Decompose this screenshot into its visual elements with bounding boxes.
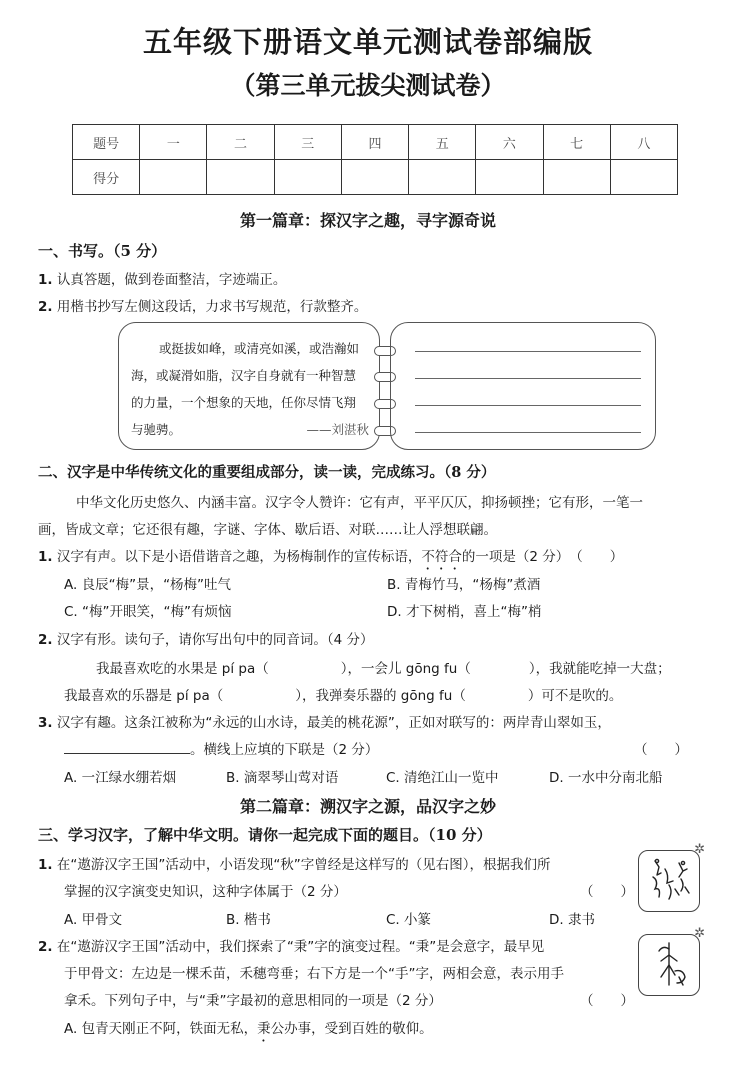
writing-line[interactable] bbox=[415, 378, 641, 379]
score-input-cell[interactable] bbox=[140, 160, 207, 195]
score-table-score-row bbox=[73, 160, 678, 195]
score-input-cell[interactable] bbox=[610, 160, 677, 195]
sentence-part: ），我就能吃掉一大盘； bbox=[528, 661, 671, 677]
s3-question-1 bbox=[38, 853, 551, 873]
sentence-part: ），一会儿 gōng fu（ bbox=[340, 661, 471, 677]
score-input-cell[interactable] bbox=[207, 160, 274, 195]
question-number: 3. bbox=[38, 715, 53, 731]
section-3-title: 三、学习汉字，了解中华文明。请你一起完成下面的题目。（10 分） bbox=[38, 826, 492, 844]
s3-q2-line-2: 于甲骨文：左边是一棵禾苗，禾穗弯垂；右下方是一个“手”字，两相会意，表示用手 bbox=[64, 966, 564, 982]
answer-blank[interactable] bbox=[64, 739, 190, 754]
copy-writing-area[interactable] bbox=[390, 322, 656, 450]
option-d[interactable]: D. 才下树梢，喜上“梅”梢 bbox=[387, 604, 542, 620]
passage-line: 或挺拔如峰，或清亮如溪，或浩瀚如 bbox=[159, 341, 360, 356]
question-text: 用楷书抄写左侧这段话，力求书写规范，行款整齐。 bbox=[56, 299, 368, 315]
section-2-title: 二、汉字是中华传统文化的重要组成部分，读一读，完成练习。（8 分） bbox=[38, 464, 496, 481]
page-subtitle: （第三单元拔尖测试卷） bbox=[230, 71, 506, 100]
s2-intro-line: 画，皆成文章；它还很有趣，字谜、字体、歇后语、对联……让人浮想联翩。 bbox=[38, 522, 497, 538]
s2-q2-sentence-1 bbox=[96, 657, 671, 677]
s2-question-1 bbox=[38, 545, 623, 573]
score-cell: 四 bbox=[341, 125, 408, 160]
writing-line[interactable] bbox=[415, 351, 641, 352]
s2-intro-line: 中华文化历史悠久、内涵丰富。汉字令人赞许：它有声，平平仄仄，抑扬顿挫；它有形，一笔一 bbox=[76, 495, 643, 511]
option-d[interactable]: D. 隶书 bbox=[549, 912, 595, 928]
s1-question-1 bbox=[38, 268, 286, 288]
question-number: 1. bbox=[38, 549, 53, 565]
question-text: 汉字有形。读句子，请你写出句中的同音词。（4 分） bbox=[56, 632, 374, 648]
score-input-cell[interactable] bbox=[409, 160, 476, 195]
passage-author: ——刘湛秋 bbox=[306, 422, 369, 437]
question-text: 的一项是（2 分） （ ） bbox=[461, 549, 624, 565]
score-cell: 七 bbox=[543, 125, 610, 160]
question-number: 1. bbox=[38, 272, 53, 288]
star-icon: ✲ bbox=[694, 842, 705, 857]
passage-line: 的力量，一个想象的天地，任你尽情飞翔 bbox=[131, 395, 357, 410]
option-c[interactable]: C. “梅”开眼笑，“梅”有烦恼 bbox=[64, 604, 232, 620]
option-a[interactable]: A. 甲骨文 bbox=[64, 912, 123, 928]
s3-question-2 bbox=[38, 935, 544, 955]
option-b[interactable]: B. 楷书 bbox=[226, 912, 271, 928]
option-b[interactable]: B. 滴翠琴山莺对语 bbox=[226, 770, 339, 786]
option-c[interactable]: C. 清绝江山一览中 bbox=[386, 770, 499, 786]
passage-box bbox=[118, 322, 380, 450]
star-icon: ✲ bbox=[694, 926, 705, 941]
option-a[interactable]: A. 良辰“梅”景，“杨梅”吐气 bbox=[64, 577, 232, 593]
chapter-1-title: 第一篇章：探汉字之趣，寻字源奇说 bbox=[239, 211, 496, 230]
option-text: A. 包青天刚正不阿，铁面无私， bbox=[64, 1021, 258, 1037]
score-input-cell[interactable] bbox=[476, 160, 543, 195]
question-number: 2. bbox=[38, 939, 53, 955]
page-title: 五年级下册语文单元测试卷部编版 bbox=[142, 25, 593, 59]
s3-q1-line-2: 掌握的汉字演变史知识，这种字体属于（2 分） bbox=[64, 884, 347, 900]
passage-line: 海，或凝滑如脂，汉字自身就有一种智慧 bbox=[131, 368, 357, 383]
score-cell: 二 bbox=[207, 125, 274, 160]
option-c[interactable]: C. 小篆 bbox=[386, 912, 432, 928]
sentence-part: 我最喜欢的乐器是 pí pa（ bbox=[64, 688, 224, 704]
question-text: 认真答题，做到卷面整洁，字迹端正。 bbox=[56, 272, 287, 288]
score-cell: 题号 bbox=[73, 125, 140, 160]
s1-question-2 bbox=[38, 295, 367, 315]
score-input-cell[interactable] bbox=[543, 160, 610, 195]
question-text: 汉字有声。以下是小语借谐音之趣，为杨梅制作的宣传标语， bbox=[56, 549, 422, 565]
copy-notebook bbox=[118, 322, 656, 450]
s2-question-2 bbox=[38, 628, 373, 648]
question-number: 2. bbox=[38, 299, 53, 315]
emphasized-text: 不符合 bbox=[421, 549, 462, 565]
s2-question-3 bbox=[38, 711, 611, 731]
s2-q2-sentence-2 bbox=[64, 684, 622, 704]
question-number: 1. bbox=[38, 857, 53, 873]
s3-q2-line-3: 拿禾。下列句子中，与“秉”字最初的意思相同的一项是（2 分） bbox=[64, 993, 442, 1009]
question-text: 在“遨游汉字王国”活动中，我们探索了“秉”字的演变过程。“秉”是会意字，最早见 bbox=[56, 939, 545, 955]
score-cell: 八 bbox=[610, 125, 677, 160]
question-text: 在“遨游汉字王国”活动中，小语发现“秋”字曾经是这样写的（见右图），根据我们所 bbox=[56, 857, 551, 873]
score-cell: 得分 bbox=[73, 160, 140, 195]
score-table bbox=[72, 124, 678, 195]
ancient-qiu-character-icon bbox=[638, 842, 705, 912]
option-a[interactable]: A. 一江绿水绷若烟 bbox=[64, 770, 177, 786]
score-cell: 一 bbox=[140, 125, 207, 160]
score-table-header-row bbox=[73, 125, 678, 160]
question-text: 汉字有趣。这条江被称为“永远的山水诗，最美的桃花源”，正如对联写的：两岸青山翠如玉， bbox=[56, 715, 611, 731]
writing-line[interactable] bbox=[415, 432, 641, 433]
emphasized-text: 秉 bbox=[257, 1021, 271, 1037]
writing-line[interactable] bbox=[415, 405, 641, 406]
option-b[interactable]: B. 青梅竹马，“杨梅”煮酒 bbox=[387, 577, 541, 593]
question-text: 。横线上应填的下联是（2 分） bbox=[190, 742, 379, 758]
ancient-bing-character-icon bbox=[638, 926, 705, 996]
score-input-cell[interactable] bbox=[274, 160, 341, 195]
section-1-title: 一、书写。（5 分） bbox=[38, 242, 167, 260]
passage-line: 与驰骋。 bbox=[131, 422, 182, 437]
sentence-part: 我最喜欢吃的水果是 pí pa（ bbox=[96, 661, 269, 677]
bing-glyph-icon bbox=[639, 935, 699, 995]
score-input-cell[interactable] bbox=[341, 160, 408, 195]
sentence-part: ），我弹奏乐器的 gōng fu（ bbox=[295, 688, 466, 704]
answer-paren[interactable]: （ ） bbox=[580, 993, 634, 1009]
answer-paren[interactable]: （ ） bbox=[634, 742, 688, 758]
question-number: 2. bbox=[38, 632, 53, 648]
option-a[interactable] bbox=[64, 1017, 433, 1045]
score-cell: 五 bbox=[409, 125, 476, 160]
qiu-glyph-icon bbox=[639, 851, 699, 911]
sentence-part: ）可不是吹的。 bbox=[527, 688, 623, 704]
score-cell: 三 bbox=[274, 125, 341, 160]
chapter-2-title: 第二篇章：溯汉字之源，品汉字之妙 bbox=[239, 797, 496, 816]
s2-q3-line-2 bbox=[64, 738, 378, 758]
option-d[interactable]: D. 一水中分南北船 bbox=[549, 770, 663, 786]
answer-paren[interactable]: （ ） bbox=[580, 884, 634, 900]
option-text: 公办事，受到百姓的敬仰。 bbox=[270, 1021, 433, 1037]
score-cell: 六 bbox=[476, 125, 543, 160]
